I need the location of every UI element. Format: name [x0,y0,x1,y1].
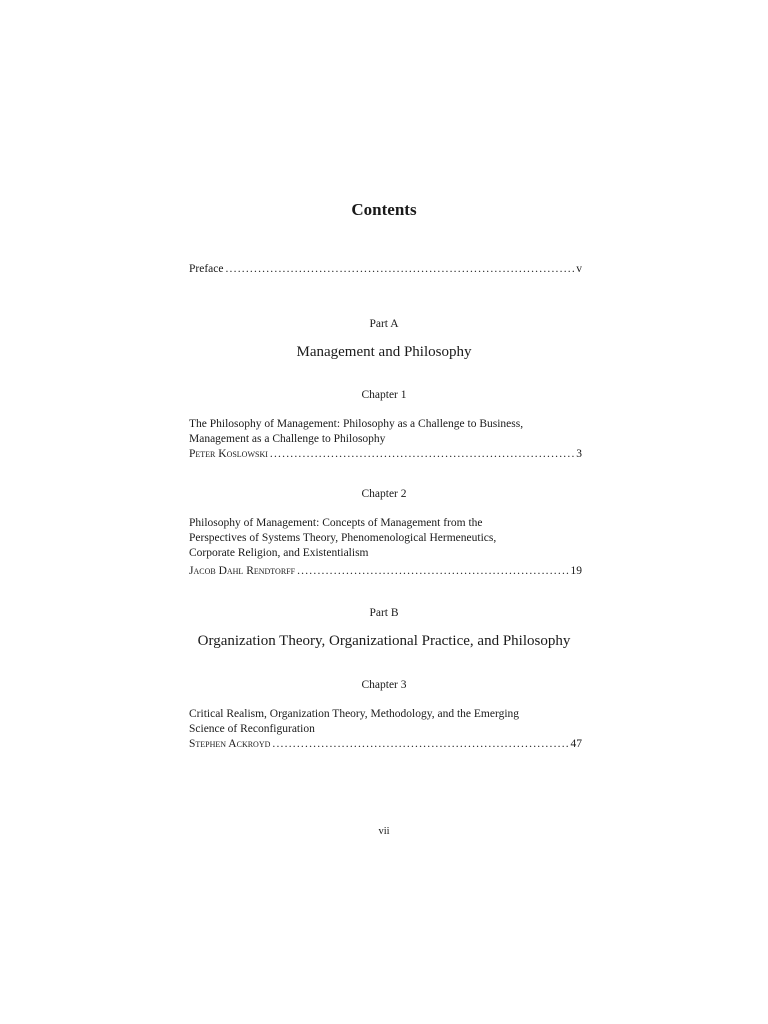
leader-dots [270,447,574,462]
chapter-3-label: Chapter 3 [361,679,407,691]
chapter-1-label: Chapter 1 [361,389,407,401]
chapter-title-line: The Philosophy of Management: Philosophy as a Challenge to Business, [189,418,524,430]
chapter-title-line: Science of Reconfiguration [189,723,315,735]
chapter-2-page: 19 [570,565,582,577]
page-title: Contents [351,200,417,219]
leader-dots [225,262,574,277]
part-a-label: Part A [369,318,399,330]
chapter-1-title [189,417,582,447]
chapter-3-author-line [189,737,582,752]
chapter-title-line: Corporate Religion, and Existentialism [189,547,369,559]
chapter-3-title [189,707,582,737]
chapter-3-page: 47 [570,738,582,750]
chapter-2-author: Jacob Dahl Rendtorff [189,565,296,577]
chapter-title-line: Critical Realism, Organization Theory, Methodology, and the Emerging [189,708,520,720]
chapter-2-author-line [189,564,582,579]
preface-label: Preface [189,263,224,275]
chapter-title-line: Management as a Challenge to Philosophy [189,433,386,445]
page-number: vii [378,826,390,837]
chapter-2-title [189,516,582,561]
chapter-title-line: Philosophy of Management: Concepts of Management from the [189,517,483,529]
chapter-1-author: Peter Koslowski [189,448,268,460]
preface-page: v [576,263,582,275]
toc-entry-preface [189,262,582,277]
chapter-1-page: 3 [576,448,582,460]
leader-dots [272,737,568,752]
leader-dots [297,564,568,579]
chapter-3-author: Stephen Ackroyd [189,738,271,750]
part-a-title: Management and Philosophy [296,344,472,360]
chapter-title-line: Perspectives of Systems Theory, Phenomenological Hermeneutics, [189,532,497,544]
chapter-2-label: Chapter 2 [361,488,407,500]
part-b-title: Organization Theory, Organizational Practice, and Philosophy [197,633,571,649]
chapter-1-author-line [189,447,582,462]
part-b-label: Part B [369,607,399,619]
